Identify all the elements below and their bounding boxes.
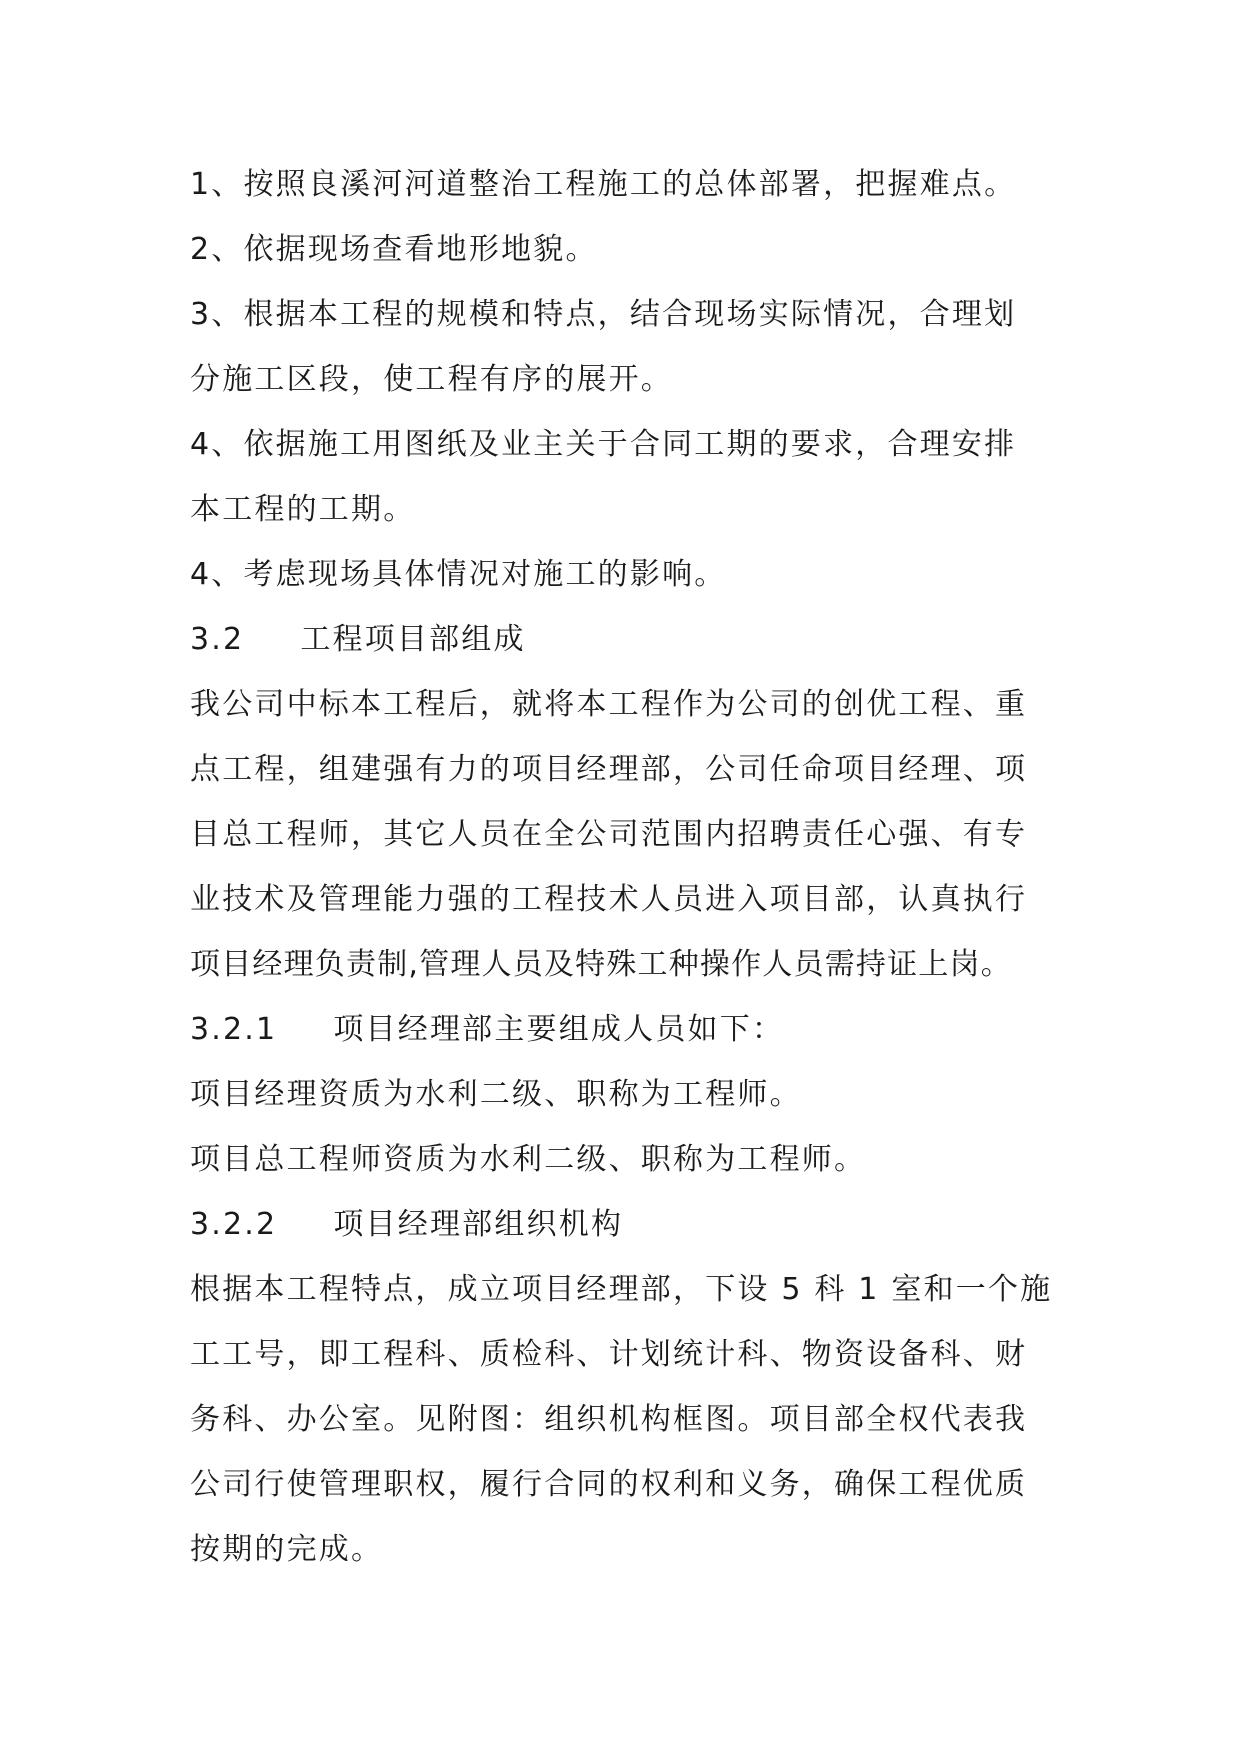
section-heading: [190, 997, 1070, 1062]
section-title: 项目经理部主要组成人员如下：: [333, 1012, 785, 1047]
paragraph-line: 点工程，组建强有力的项目经理部，公司任命项目经理、项: [190, 752, 1028, 787]
paragraph-line: 业技术及管理能力强的工程技术人员进入项目部，认真执行: [190, 882, 1028, 917]
paragraph-line: 1、按照良溪河河道整治工程施工的总体部署，把握难点。: [190, 167, 1017, 202]
paragraph-line: 4、考虑现场具体情况对施工的影响。: [190, 557, 727, 592]
paragraph-line: 我公司中标本工程后，就将本工程作为公司的创优工程、重: [190, 687, 1028, 722]
paragraph-line: 务科、办公室。见附图：组织机构框图。项目部全权代表我: [190, 1402, 1028, 1437]
section-number: 3.2: [190, 622, 245, 657]
section-heading: [190, 1192, 1070, 1257]
paragraph-line: 项目总工程师资质为水利二级、职称为工程师。: [190, 1142, 867, 1177]
section-heading: [190, 607, 1070, 672]
paragraph-line: 公司行使管理职权，履行合同的权利和义务，确保工程优质: [190, 1467, 1028, 1502]
paragraph-line: 工工号，即工程科、质检科、计划统计科、物资设备科、财: [190, 1337, 1028, 1372]
paragraph-line: 目总工程师，其它人员在全公司范围内招聘责任心强、有专: [190, 817, 1028, 852]
section-title: 工程项目部组成: [300, 622, 526, 657]
paragraph-line: 本工程的工期。: [190, 492, 416, 527]
section-number: 3.2.1: [190, 1012, 278, 1047]
paragraph-line: 2、依据现场查看地形地貌。: [190, 232, 598, 267]
paragraph-line: 4、依据施工用图纸及业主关于合同工期的要求，合理安排: [190, 427, 1017, 462]
document-body: [190, 152, 1070, 1582]
section-number: 3.2.2: [190, 1207, 278, 1242]
paragraph-line: 根据本工程特点，成立项目经理部，下设 5 科 1 室和一个施: [190, 1272, 1053, 1307]
paragraph-line: 项目经理资质为水利二级、职称为工程师。: [190, 1077, 802, 1112]
paragraph-line: 分施工区段，使工程有序的展开。: [190, 362, 673, 397]
section-title: 项目经理部组织机构: [333, 1207, 624, 1242]
paragraph-line: 项目经理负责制,管理人员及特殊工种操作人员需持证上岗。: [190, 947, 1012, 982]
paragraph-line: 3、根据本工程的规模和特点，结合现场实际情况，合理划: [190, 297, 1017, 332]
paragraph-line: 按期的完成。: [190, 1532, 384, 1567]
